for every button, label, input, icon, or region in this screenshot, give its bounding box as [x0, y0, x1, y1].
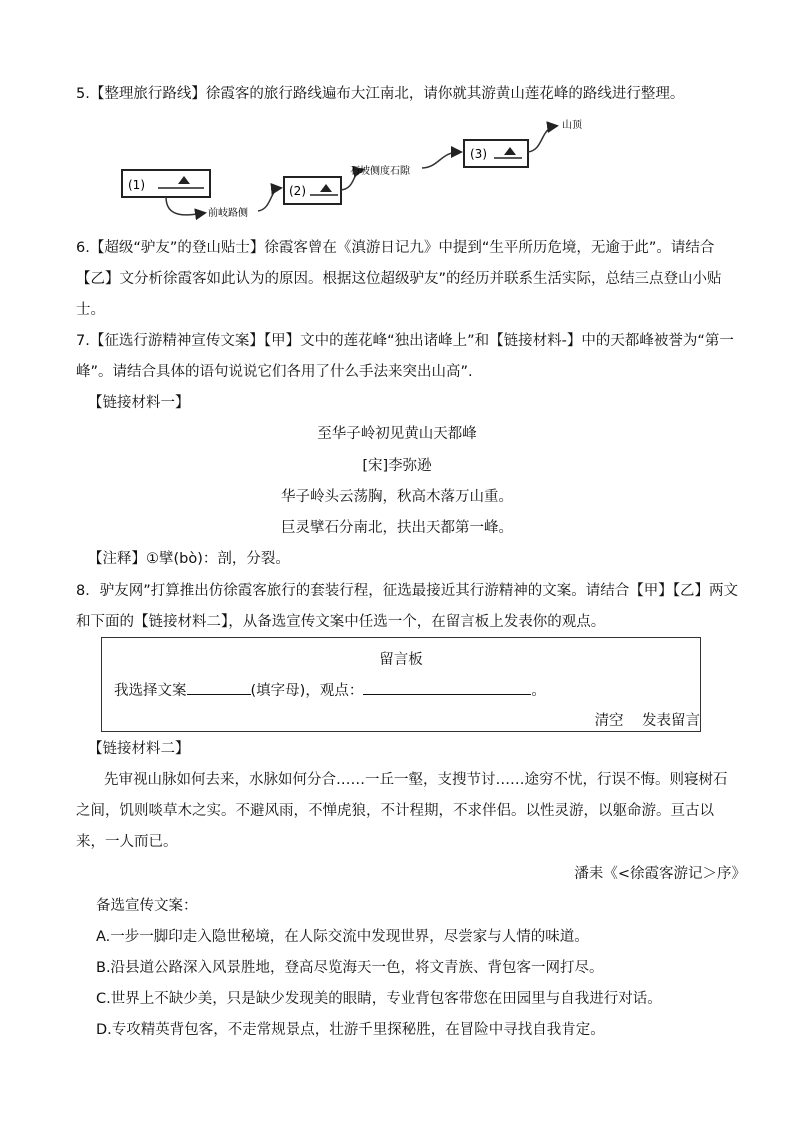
route-arrow-5 — [528, 126, 556, 152]
q6-line-2: 【乙】文分析徐霞客如此认为的原因。根据这位超级驴友”的经历并联系生活实际，总结三点登山小贴 — [76, 271, 722, 287]
opinion-blank[interactable] — [363, 680, 531, 695]
poem-line-1: 华子岭头云荡胸，秋高木落万山重。 — [281, 489, 513, 505]
route-arrow-2 — [258, 188, 280, 211]
poem-title: 至华子岭初见黄山天都峰 — [317, 426, 477, 442]
poem-line-2: 巨灵擘石分南北，扶出天都第一峰。 — [281, 520, 513, 536]
q7-line-1: 7.【征选行游精神宣传文案】【甲】文中的莲花峰“独出诸峰上”和【链接材料-】中的天都峰被誉为“第一 — [76, 333, 734, 349]
options-label: 备选宣传文案： — [96, 898, 198, 914]
route-box-1-label: (1) — [128, 178, 145, 192]
material-1-label: 【链接材料一】 — [88, 395, 190, 411]
route-box-1 — [122, 170, 210, 197]
material-2-source: 潘耒《<徐霞客游记＞序》 — [574, 866, 746, 882]
route-label-path: 前岐路侧 — [208, 208, 248, 219]
option-b: B.沿县道公路深入风景胜地，登高尽览海天一色，将文青族、背包客一网打尽。 — [96, 960, 604, 976]
option-letter-blank[interactable] — [187, 680, 251, 695]
q8-line-2: 和下面的【链接材料二】，从备选宣传文案中任选一个，在留言板上发表你的观点。 — [76, 614, 606, 630]
option-c: C.世界上不缺少美，只是缺少发现美的眼睛，专业背包客带您在田园里与自我进行对话。 — [96, 991, 662, 1007]
prompt-opinion-label: (填字母)，观点： — [250, 683, 364, 699]
message-board-title: 留言板 — [379, 652, 423, 668]
route-label-steps: 石坡侧度石隙 — [350, 166, 410, 177]
route-label-top: 山顶 — [562, 120, 582, 131]
route-diagram — [100, 112, 600, 224]
route-box-2-label: (2) — [289, 184, 306, 198]
message-board-actions — [595, 709, 700, 730]
option-d: D.专攻精英背包客，不走常规景点，壮游千里探秘胜，在冒险中寻找自我肯定。 — [96, 1022, 605, 1038]
material-2-line-3: 来，一人而已。 — [76, 834, 178, 850]
route-box-2 — [284, 177, 341, 204]
q7-line-2: 峰”。请结合具体的语句说说它们各用了什么手法来突出山高”. — [76, 364, 473, 380]
material-2-line-2: 之间，饥则啖草木之实。不避风雨，不惮虎狼，不计程期，不求伴侣。以性灵游，以躯命游。亘古以 — [76, 803, 714, 819]
clear-button[interactable]: 清空 — [594, 713, 624, 729]
route-arrow-1 — [166, 197, 204, 215]
route-box-3 — [464, 140, 528, 167]
poem-note: 【注释】①擘(bò)：剖，分裂。 — [88, 551, 290, 567]
message-board — [101, 637, 701, 732]
q6-line-3: 士。 — [76, 302, 105, 318]
message-board-prompt — [114, 679, 546, 700]
prompt-end: 。 — [531, 683, 546, 699]
option-a: A.一步一脚印走入隐世秘境，在人际交流中发现世界，尽尝家与人情的味道。 — [96, 929, 589, 945]
q8-line-1: 8．驴友网”打算推出仿徐霞客旅行的套装行程，征选最接近其行游精神的文案。请结合【甲】【乙】两文 — [76, 583, 738, 599]
poem-author: [宋]李弥逊 — [362, 458, 432, 474]
route-box-3-label: (3) — [470, 147, 487, 161]
q5-text: 5.【整理旅行路线】徐霞客的旅行路线遍布大江南北，请你就其游黄山莲花峰的路线进行整理。 — [76, 86, 685, 102]
material-2-label: 【链接材料二】 — [88, 741, 190, 757]
q6-line-1: 6.【超级“驴友”的登山贴士】徐霞客曾在《滇游日记九》中提到“生平所历危境，无逾于此”。请结合 — [76, 240, 715, 256]
prompt-choose-label: 我选择文案 — [114, 683, 187, 699]
route-arrow-4 — [422, 152, 460, 168]
submit-comment-button[interactable]: 发表留言 — [642, 713, 700, 729]
material-2-line-1: 先审视山脉如何去来，水脉如何分合……一丘一壑，支搜节讨……途穷不忧，行误不悔。则寝树石 — [104, 772, 728, 788]
